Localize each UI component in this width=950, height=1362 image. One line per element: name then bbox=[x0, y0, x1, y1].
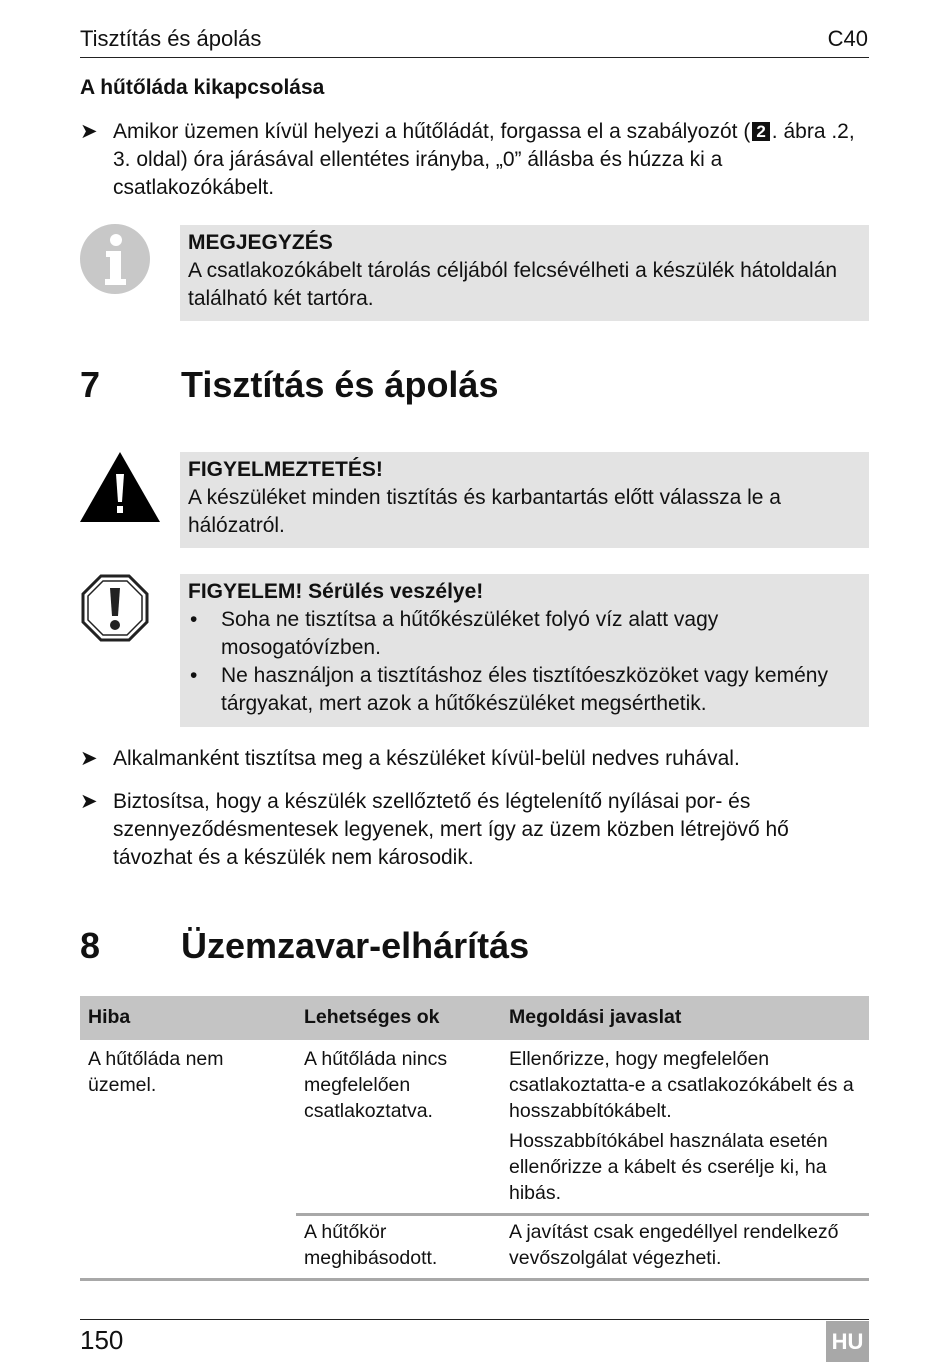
caution-item: • Soha ne tisztítsa a hűtőkészüléket folyó víz alatt vagy mosogatóvízben. bbox=[190, 608, 719, 659]
table-bottom-rule bbox=[80, 1278, 869, 1281]
remedy-cell: A javítást csak engedéllyel rendelkező vevőszolgálat végezheti. bbox=[509, 1221, 839, 1269]
cause-cell: A hűtőláda nincs megfelelően csatlakoztatva. bbox=[304, 1048, 448, 1122]
step-text: Amikor üzemen kívül helyezi a hűtőládát, forgassa el a szabályozót ( 2 . ábra .2, 3. oldal) óra járásával ellentétes irányba, „0” állásba és húzza ki a csatlakozókábelt. bbox=[113, 120, 855, 199]
remedy-cell: Hosszabbítókábel használata esetén ellenőrizze a kábelt és cserélje ki, ha hibás. bbox=[509, 1130, 828, 1204]
header-rule bbox=[80, 57, 869, 58]
running-header-section: Tisztítás és ápolás bbox=[80, 26, 262, 51]
row-divider bbox=[296, 1213, 869, 1216]
section-8-number: 8 bbox=[80, 925, 101, 966]
cause-cell: A hűtőkör meghibásodott. bbox=[304, 1221, 438, 1269]
warning-box bbox=[180, 452, 869, 548]
caution-octagon-icon bbox=[80, 573, 150, 643]
caution-item: • Ne használjon a tisztításhoz éles tisztítóeszközöket vagy kemény tárgyakat, mert azok a hűtőkészüléket megsérthetik. bbox=[190, 664, 828, 715]
warning-triangle-icon bbox=[80, 452, 160, 522]
note-box bbox=[180, 225, 869, 321]
step-text: Biztosítsa, hogy a készülék szellőztető és légtelenítő nyílásai por- és szennyeződésmentesek legyenek, mert így az üzem közben létrejövő hő távozhat és a készülék nem károsodik. bbox=[113, 790, 789, 869]
step-arrow-icon: ➤ bbox=[80, 790, 98, 813]
warning-title: FIGYELMEZTETÉS! bbox=[188, 458, 383, 481]
subsection-heading: A hűtőláda kikapcsolása bbox=[80, 76, 325, 99]
column-header-fault: Hiba bbox=[88, 1006, 131, 1028]
bullet-icon: • bbox=[190, 608, 198, 631]
remedy-cell: Ellenőrizze, hogy megfelelően csatlakoztatta-e a csatlakozókábelt és a hosszabbítókábelt. bbox=[509, 1048, 854, 1122]
running-header-model: C40 bbox=[827, 26, 868, 51]
column-header-cause: Lehetséges ok bbox=[304, 1006, 440, 1028]
switch-off-step bbox=[80, 118, 869, 202]
section-8-title: Üzemzavar-elhárítás bbox=[181, 925, 530, 966]
section-7-number: 7 bbox=[80, 364, 101, 405]
page-number: 150 bbox=[80, 1325, 124, 1355]
caution-title: FIGYELEM! Sérülés veszélye! bbox=[188, 580, 484, 603]
caution-list bbox=[188, 606, 861, 718]
bullet-icon: • bbox=[190, 664, 198, 687]
step-arrow-icon: ➤ bbox=[80, 120, 98, 143]
fault-cell: A hűtőláda nem üzemel. bbox=[88, 1048, 224, 1096]
column-header-remedy: Megoldási javaslat bbox=[509, 1006, 682, 1028]
note-title: MEGJEGYZÉS bbox=[188, 231, 333, 254]
note-text: A csatlakozókábelt tárolás céljából felcsévélheti a készülék hátoldalán található két tartóra. bbox=[188, 259, 838, 310]
ventilation-step bbox=[80, 788, 869, 872]
step-arrow-icon: ➤ bbox=[80, 747, 98, 770]
table-header-row bbox=[80, 996, 869, 1040]
section-7-title: Tisztítás és ápolás bbox=[181, 364, 499, 405]
cleaning-step bbox=[80, 745, 869, 773]
warning-text: A készüléket minden tisztítás és karbantartás előtt válassza le a hálózatról. bbox=[188, 486, 781, 537]
step-text: Alkalmanként tisztítsa meg a készüléket kívül-belül nedves ruhával. bbox=[113, 747, 740, 770]
info-icon bbox=[80, 224, 150, 294]
language-badge: HU bbox=[826, 1321, 869, 1362]
footer-rule bbox=[80, 1319, 869, 1320]
caution-box bbox=[180, 574, 869, 727]
figure-reference-badge: 2 bbox=[752, 122, 769, 141]
